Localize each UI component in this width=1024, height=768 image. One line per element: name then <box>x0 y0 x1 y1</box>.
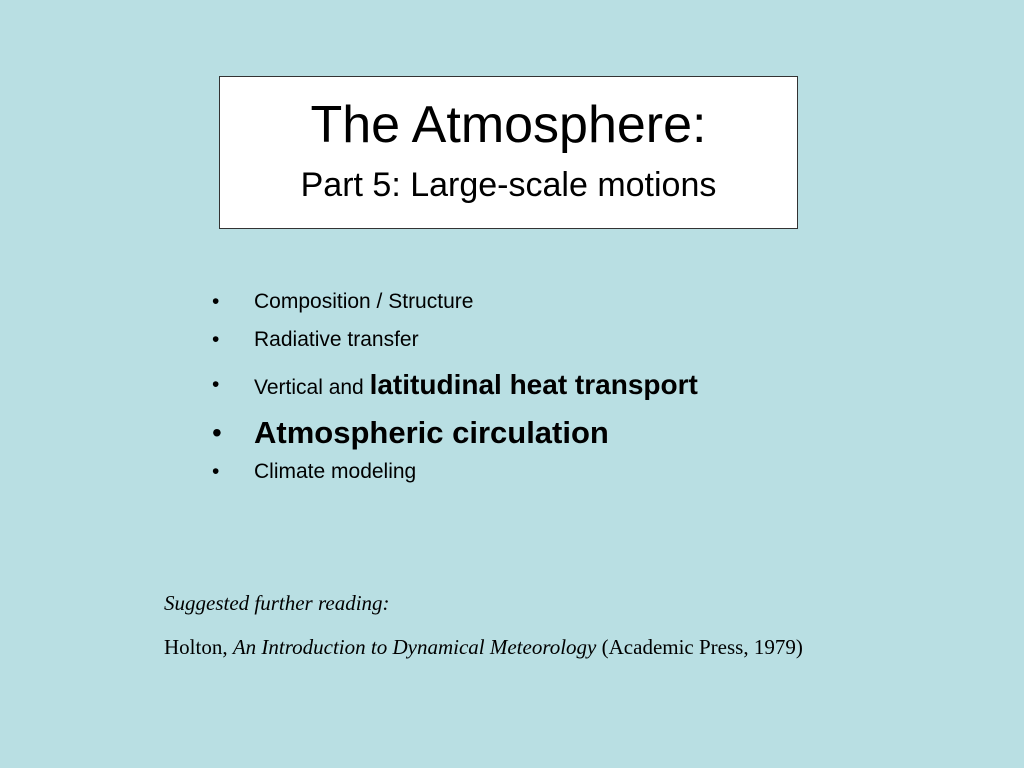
reading-reference <box>164 632 904 662</box>
bullet-icon: • <box>212 373 220 396</box>
reading-book-title: An Introduction to Dynamical Meteorology <box>232 635 597 659</box>
list-item-label-prefix: Vertical and <box>254 376 370 399</box>
slide-subtitle: Part 5: Large-scale motions <box>300 166 717 204</box>
bullet-icon: • <box>212 290 220 313</box>
slide-title: The Atmosphere: <box>310 96 707 154</box>
reading-publisher: (Academic Press, 1979) <box>596 635 803 659</box>
bullet-icon: • <box>212 460 220 483</box>
list-item-composition <box>212 287 698 325</box>
list-item-label: Climate modeling <box>254 460 417 483</box>
list-item-label: Atmospheric circulation <box>254 415 609 450</box>
bullet-icon: • <box>212 328 220 351</box>
list-item-climate <box>212 457 698 489</box>
list-item-heat-transport <box>212 365 698 413</box>
list-item-radiative <box>212 325 698 365</box>
list-item-label-emphasis: latitudinal heat transport <box>369 369 698 400</box>
reading-heading: Suggested further reading: <box>164 591 390 615</box>
reading-author: Holton, <box>164 635 233 659</box>
topic-list <box>212 287 698 489</box>
bullet-icon: • <box>212 417 222 448</box>
list-item-circulation <box>212 413 698 457</box>
further-reading <box>164 588 904 662</box>
title-box <box>219 76 798 229</box>
list-item-label: Radiative transfer <box>254 328 419 351</box>
list-item-label: Composition / Structure <box>254 290 474 313</box>
